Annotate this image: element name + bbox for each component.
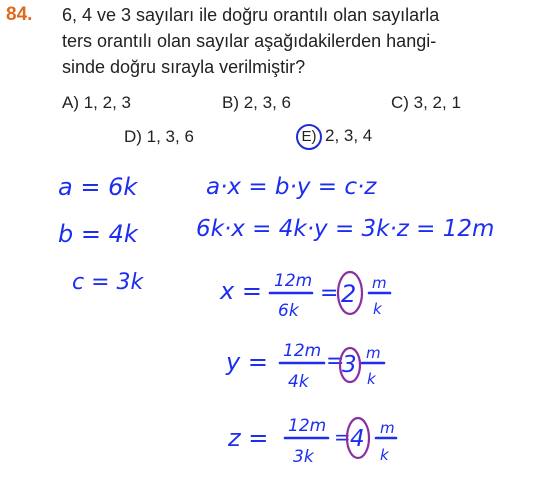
hw-y-equals: = [326, 349, 345, 374]
hw-x-frac-num: m [372, 274, 387, 292]
question-line-1: 6, 4 ve 3 sayıları ile doğru orantılı olan sayılarla [62, 5, 440, 25]
hw-y-frac-num: m [366, 344, 381, 362]
hw-a-eq: a = 6k [58, 173, 138, 201]
option-d: D) 1, 3, 6 [124, 127, 194, 146]
hw-b-eq: b = 4k [58, 220, 138, 248]
option-e-value: 2, 3, 4 [325, 126, 373, 145]
hw-x-lhs: x = [220, 277, 262, 305]
hw-z-lhs: z = [228, 424, 269, 452]
question-line-3: sinde doğru sırayla verilmiştir? [62, 57, 306, 77]
hw-x-frac-den: k [373, 300, 382, 318]
hw-y-lhs: y = [226, 348, 268, 376]
hw-y-coef: 3 [342, 352, 357, 378]
hw-eq2: 6k·x = 4k·y = 3k·z = 12m [196, 216, 495, 242]
question-line-2: ters orantılı olan sayılar aşağıdakilerden hangi- [62, 31, 437, 51]
option-c: C) 3, 2, 1 [391, 93, 461, 112]
hw-eq1: a·x = b·y = c·z [206, 174, 377, 200]
hw-z-den: 3k [293, 447, 314, 467]
hw-x-den: 6k [278, 301, 299, 321]
option-a: A) 1, 2, 3 [62, 93, 131, 112]
hw-x-coef: 2 [341, 280, 357, 308]
option-e [296, 124, 372, 150]
hw-z-coef: 4 [350, 426, 365, 452]
hw-y-num: 12m [283, 341, 322, 361]
question-block [0, 0, 535, 160]
hw-z-equals: = [334, 425, 351, 449]
hw-y-frac-den: k [367, 370, 376, 388]
hw-c-eq: c = 3k [72, 270, 144, 295]
hw-z-num: 12m [288, 416, 327, 436]
hw-x-equals: = [320, 281, 339, 306]
hw-z-frac-den: k [380, 446, 389, 464]
hw-y-den: 4k [288, 372, 309, 392]
option-e-circled-letter: E) [296, 124, 322, 150]
question-number: 84. [6, 4, 33, 25]
hw-x-num: 12m [274, 271, 313, 291]
handwritten-solution [0, 160, 535, 500]
option-b: B) 2, 3, 6 [222, 93, 291, 112]
hw-z-frac-num: m [380, 419, 395, 437]
